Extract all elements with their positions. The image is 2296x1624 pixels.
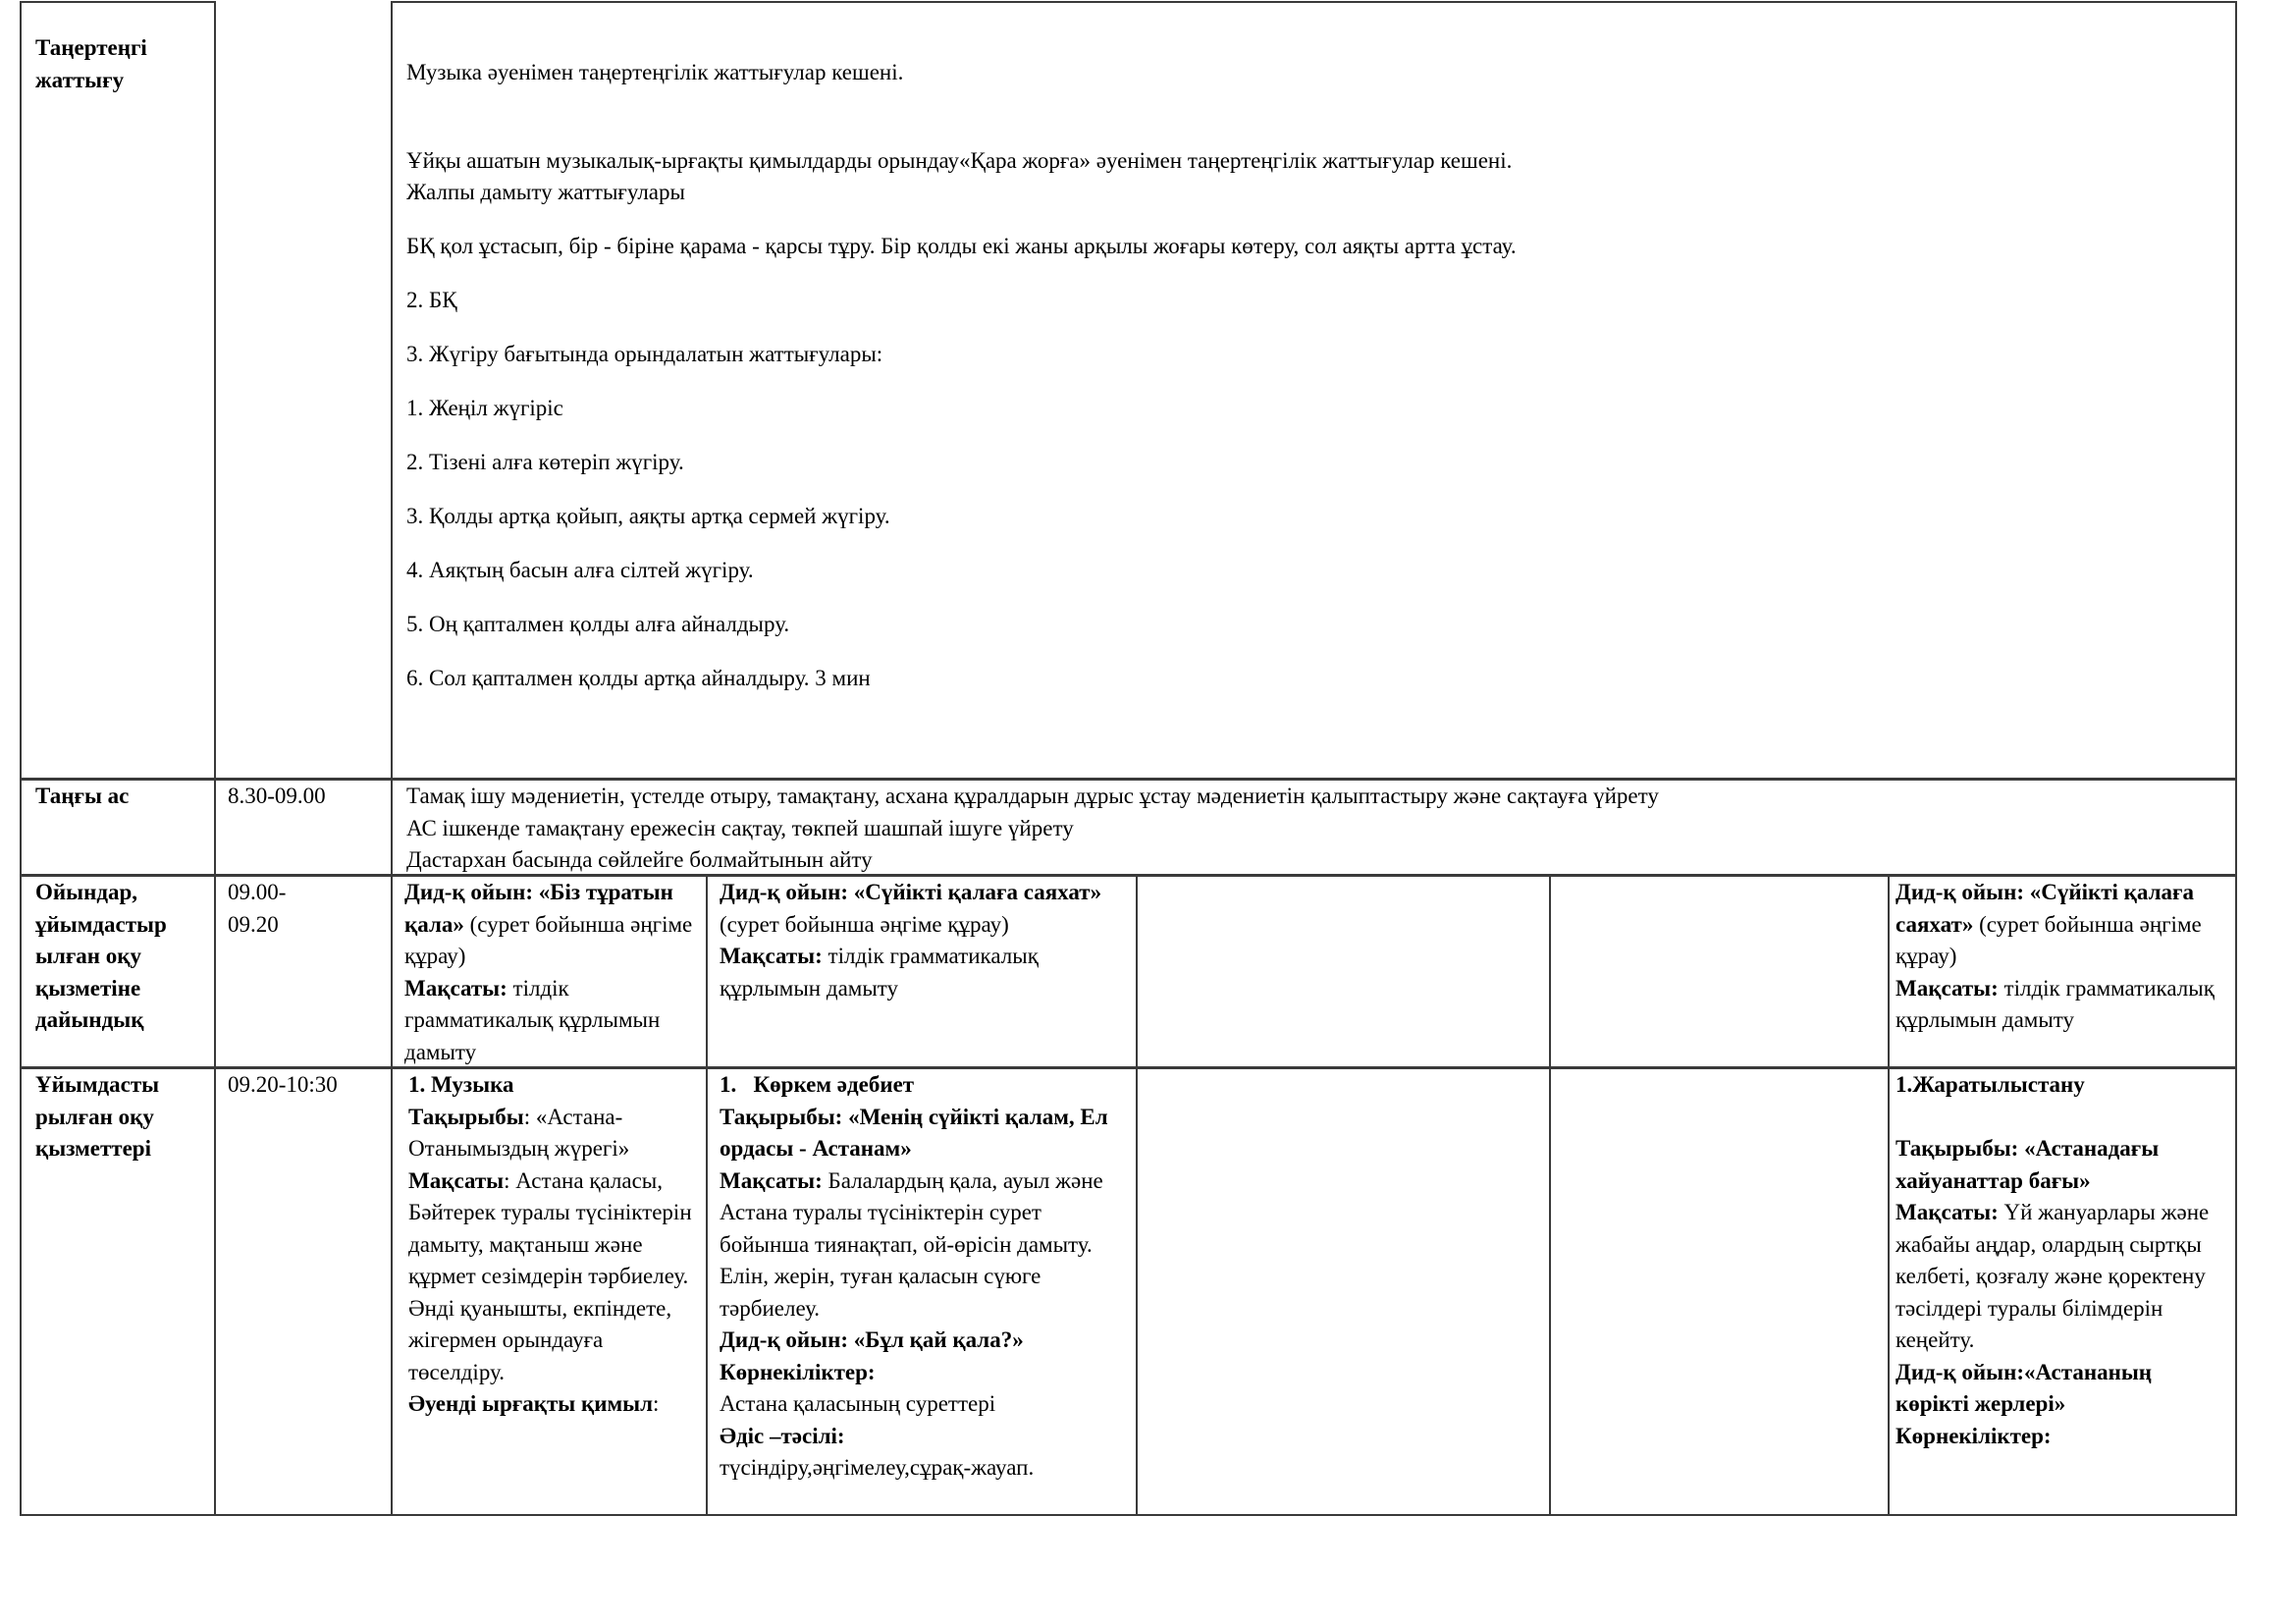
goal-label: Мақсаты: xyxy=(1896,1200,1999,1224)
row-games-label-cell xyxy=(20,874,216,1068)
row-time: 8.30-09.00 xyxy=(228,784,326,808)
row-label: Таңертеңгі жаттығу xyxy=(35,35,147,92)
row-morning-exercise-label-cell xyxy=(20,1,216,780)
exercise-line-start-position: БҚ қол ұстасып, бір - біріне қарама - қарсы тұру. Бір қолды екі жаны арқылы жоғары көтеру, сол аяқты артта ұстау. xyxy=(406,234,1517,258)
goal-label: Мақсаты: xyxy=(404,975,513,1001)
goal-text: Балалардың қала, ауыл және Астана туралы түсініктерін сурет бойынша тиянақтап, ой-өрісін дамыту. Елін, жерін, туған қаласын сүюге тәрбиелеу. xyxy=(720,1167,1103,1321)
lessons-day-cell-3 xyxy=(1136,1066,1551,1516)
lessons-day-cell-5 xyxy=(1888,1066,2237,1516)
game-note: (сурет бойынша әңгіме құрау) xyxy=(1896,911,2202,968)
topic-text: : «Астана-Отанымыздың жүрегі» xyxy=(408,1104,630,1161)
row-label: Таңғы ас xyxy=(35,784,130,808)
row-label: Ойындар, ұйымдастыр ылған оқу қызметіне дайындық xyxy=(35,880,167,1032)
topic-label: Тақырыбы: «Астанадағы хайуанаттар бағы» xyxy=(1896,1136,2160,1193)
lessons-day-cell-2 xyxy=(706,1066,1138,1516)
lesson-subject: 1.Жаратылыстану xyxy=(1896,1072,2085,1097)
game-title: Дид-қ ойын: «Біз тұратын қала» xyxy=(404,880,673,937)
games-day-cell-3 xyxy=(1136,874,1551,1068)
game-title: Дид-қ ойын: «Сүйікті қалаға саяхат» xyxy=(720,880,1102,904)
row-breakfast-content-cell xyxy=(391,778,2237,876)
goal-text: Үй жануарлары және жабайы аңдар, олардың сыртқы келбеті, қозғалу және қоректену тәсілдері туралы білімдерін кеңейту. xyxy=(1896,1200,2210,1352)
exercise-line-bk: 2. БҚ xyxy=(406,288,457,312)
exercise-line-running: 3. Жүгіру бағытында орындалатын жаттығулары: xyxy=(406,342,883,366)
goal-label: Мақсаты xyxy=(408,1167,505,1193)
game-title: Дид-қ ойын:«Астананың көрікті жерлері» xyxy=(1896,1359,2153,1416)
row-games-time-cell xyxy=(214,874,393,1068)
goal-label: Мақсаты: xyxy=(720,1167,823,1193)
row-morning-exercise-content-cell xyxy=(391,1,2237,780)
method-label: Әдіс –тәсілі: xyxy=(720,1423,845,1448)
row-breakfast-time-cell xyxy=(214,778,393,876)
game-title: Дид-қ ойын: «Сүйікті қалаға саяхат» xyxy=(1896,880,2194,937)
visuals-label: Көрнекіліктер: xyxy=(1896,1423,2052,1448)
lesson-extra: Әнді қуанышты, екпіндете, жігермен орындауға төселдіру. xyxy=(408,1295,672,1384)
exercise-line-general: Жалпы дамыту жаттығулары xyxy=(406,180,685,204)
row-breakfast-label-cell xyxy=(20,778,216,876)
exercise-item: 4. Аяқтың басын алға сілтей жүгіру. xyxy=(406,558,754,582)
row-lessons-label-cell xyxy=(20,1066,216,1516)
exercise-item: 1. Жеңіл жүгіріс xyxy=(406,396,563,420)
game-note: (сурет бойынша әңгіме құрау) xyxy=(404,911,693,968)
topic-label: Тақырыбы: «Менің сүйікті қалам, Ел ордасы - Астанам» xyxy=(720,1104,1108,1161)
spacer xyxy=(1896,1102,2227,1134)
exercise-item: 6. Сол қапталмен қолды артқа айналдыру. 3 мин xyxy=(406,666,871,690)
game-note: (сурет бойынша әңгіме құрау) xyxy=(720,911,1009,937)
movement-label: Әуенді ырғақты қимыл xyxy=(408,1391,654,1416)
visuals-text: Астана қаласының суреттері xyxy=(720,1391,996,1416)
exercise-item: 3. Қолды артқа қойып, аяқты артқа сермей жүгіру. xyxy=(406,504,890,528)
goal-text: тілдік грамматикалық құрлымын дамыту xyxy=(1896,975,2215,1032)
row-lessons-time-cell xyxy=(214,1066,393,1516)
row-label: Ұйымдасты рылған оқу қызметтері xyxy=(35,1072,160,1161)
breakfast-line: Дастархан басында сөйлейге болмайтынын айту xyxy=(406,847,873,872)
game-title: Дид-қ ойын: «Бұл қай қала?» xyxy=(720,1327,1024,1352)
goal-label: Мақсаты: xyxy=(1896,975,2004,1001)
row-morning-exercise-time-cell xyxy=(214,1,393,780)
row-time: 09.00-09.20 xyxy=(228,880,287,937)
games-day-cell-4 xyxy=(1549,874,1890,1068)
topic-label: Тақырыбы xyxy=(408,1104,524,1129)
exercise-intro: Музыка әуенімен таңертеңгілік жаттығулар кешені. xyxy=(406,60,904,84)
lesson-subject: 1. Көркем әдебиет xyxy=(720,1072,915,1097)
movement-text: : xyxy=(653,1391,660,1416)
exercise-item: 5. Оң қапталмен қолды алға айналдыру. xyxy=(406,612,790,636)
exercise-item: 2. Тізені алға көтеріп жүгіру. xyxy=(406,450,684,474)
lesson-subject: 1. Музыка xyxy=(408,1072,514,1097)
goal-text: тілдік грамматикалық құрлымын дамыту xyxy=(404,975,661,1064)
games-day-cell-2 xyxy=(706,874,1138,1068)
lessons-day-cell-4 xyxy=(1549,1066,1890,1516)
visuals-label: Көрнекіліктер: xyxy=(720,1359,876,1384)
games-day-cell-1 xyxy=(391,874,708,1068)
goal-label: Мақсаты: xyxy=(720,944,828,968)
lessons-day-cell-1 xyxy=(391,1066,708,1516)
method-text: түсіндіру,әңгімелеу,сұрақ-жауап. xyxy=(720,1455,1035,1480)
goal-text: тілдік грамматикалық құрлымын дамыту xyxy=(720,944,1039,1001)
row-time: 09.20-10:30 xyxy=(228,1072,338,1097)
goal-text: : Астана қаласы, Бәйтерек туралы түсініктерін дамыту, мақтаныш және құрмет сезімдерін тәрбиелеу. xyxy=(408,1167,692,1288)
breakfast-line: Тамақ ішу мәдениетін, үстелде отыру, тамақтану, асхана құралдарын дұрыс ұстау мәдениетін қалыптастыру және сақтауға үйрету xyxy=(406,784,1659,808)
breakfast-line: АС ішкенде тамақтану ережесін сақтау, төкпей шашпай ішуге үйрету xyxy=(406,815,1074,840)
games-day-cell-5 xyxy=(1888,874,2237,1068)
exercise-line-wake: Ұйқы ашатын музыкалық-ырғақты қимылдарды орындау«Қара жорға» әуенімен таңертеңгілік жаттығулар кешені. xyxy=(406,148,1513,173)
